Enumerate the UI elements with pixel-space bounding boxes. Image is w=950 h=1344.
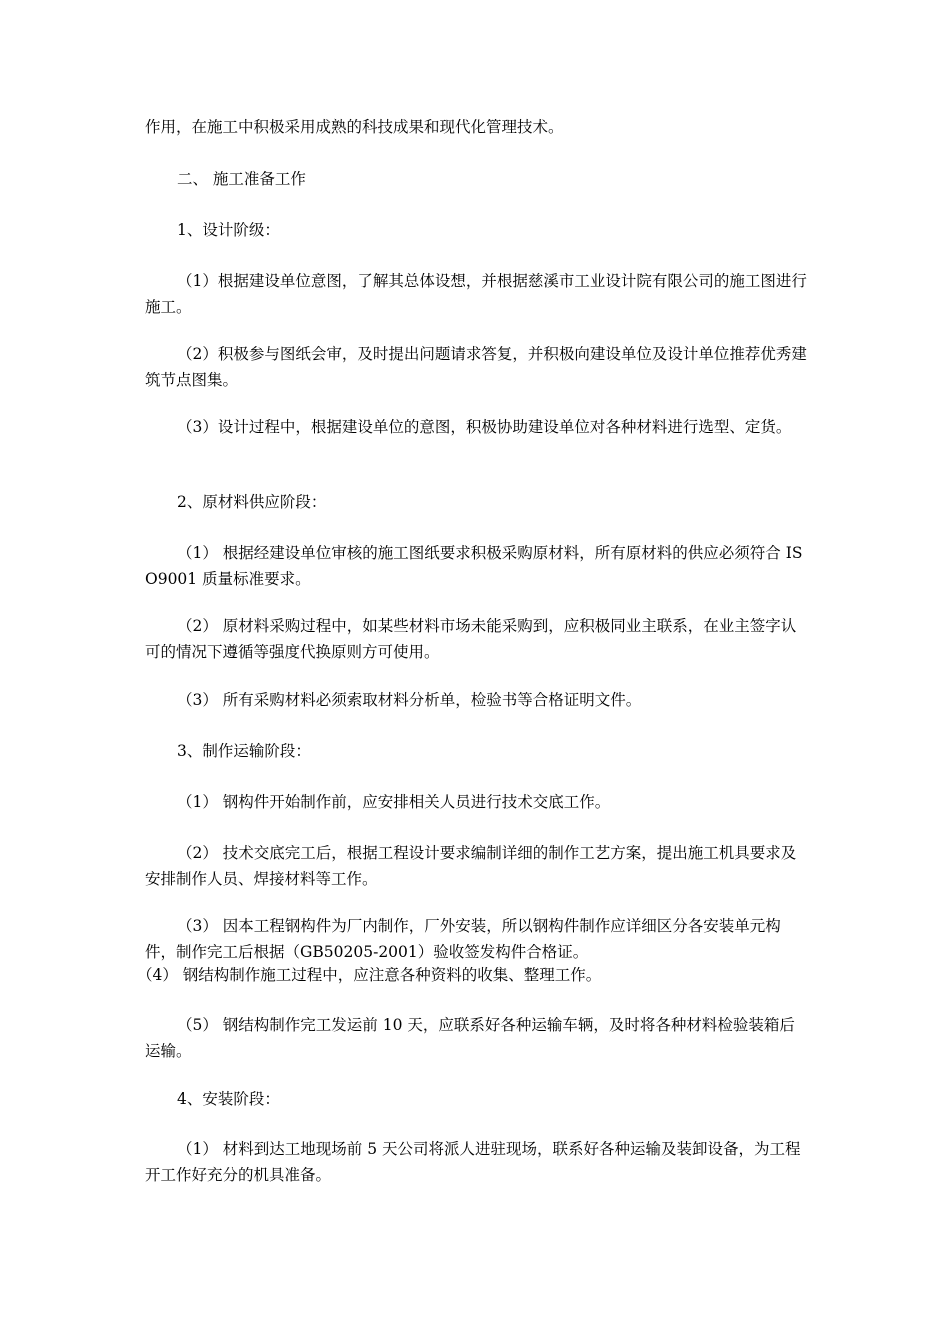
paragraph-fabrication-3: （3） 因本工程钢构件为厂内制作，厂外安装，所以钢构件制作应详细区分各安装单元构件，制作完工后根据（GB50205-2001）验收签发构件合格证。 (145, 917, 781, 961)
paragraph-design-1: （1）根据建设单位意图，了解其总体设想，并根据慈溪市工业设计院有限公司的施工图进行施工。 (145, 272, 807, 316)
paragraph-materials-1: （1） 根据经建设单位审核的施工图纸要求积极采购原材料，所有原材料的供应必须符合 ISO9001 质量标准要求。 (145, 544, 803, 588)
paragraph-fabrication-1: （1） 钢构件开始制作前，应安排相关人员进行技术交底工作。 (177, 793, 611, 811)
paragraph-fabrication-4: （4） 钢结构制作施工过程中，应注意各种资料的收集、整理工作。 (137, 966, 602, 984)
paragraph-fabrication-5: （5） 钢结构制作完工发运前 10 天，应联系好各种运输车辆，及时将各种材料检验装箱后运输。 (145, 1016, 795, 1060)
paragraph-materials-3: （3） 所有采购材料必须索取材料分析单，检验书等合格证明文件。 (177, 691, 642, 709)
section-heading-preparation: 二、 施工准备工作 (177, 170, 306, 188)
paragraph-fabrication-2: （2） 技术交底完工后，根据工程设计要求编制详细的制作工艺方案，提出施工机具要求及安排制作人员、焊接材料等工作。 (145, 844, 797, 888)
subsection-heading-installation: 4、安装阶段： (177, 1090, 280, 1108)
paragraph-design-3: （3）设计过程中，根据建设单位的意图，积极协助建设单位对各种材料进行选型、定货。 (177, 418, 792, 436)
paragraph-design-2: （2）积极参与图纸会审，及时提出问题请求答复，并积极向建设单位及设计单位推荐优秀建筑节点图集。 (145, 345, 807, 389)
subsection-heading-materials: 2、原材料供应阶段： (177, 493, 327, 511)
subsection-heading-fabrication: 3、制作运输阶段： (177, 742, 311, 760)
paragraph-materials-2: （2） 原材料采购过程中，如某些材料市场未能采购到，应积极同业主联系，在业主签字认可的情况下遵循等强度代换原则方可使用。 (145, 617, 797, 661)
subsection-heading-design: 1、设计阶级： (177, 221, 280, 239)
paragraph-intro-continuation: 作用，在施工中积极采用成熟的科技成果和现代化管理技术。 (145, 118, 564, 136)
paragraph-installation-1: （1） 材料到达工地现场前 5 天公司将派人进驻现场，联系好各种运输及装卸设备，为工程开工作好充分的机具准备。 (145, 1140, 801, 1184)
